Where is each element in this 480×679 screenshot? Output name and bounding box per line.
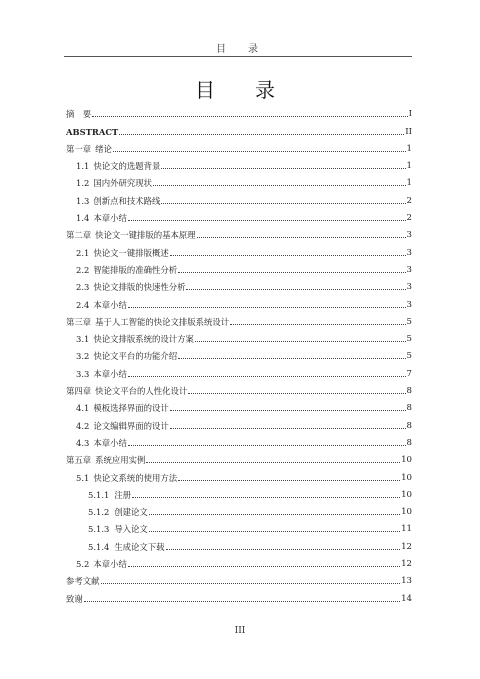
toc-entry-label bbox=[66, 386, 187, 396]
page-number: III bbox=[234, 626, 246, 636]
toc-entry-number: 1.1 bbox=[76, 161, 90, 172]
toc-dot-leader bbox=[195, 340, 406, 342]
toc-entry[interactable] bbox=[66, 431, 412, 448]
toc-entry[interactable] bbox=[66, 569, 412, 586]
toc-dot-leader bbox=[170, 427, 406, 429]
toc-entry[interactable] bbox=[66, 534, 412, 551]
toc-entry[interactable] bbox=[66, 448, 412, 465]
toc-entry-text: 基于人工智能的快论文排版系统设计 bbox=[95, 316, 230, 327]
toc-entry-page: 1 bbox=[406, 161, 412, 172]
toc-entry[interactable] bbox=[66, 206, 412, 223]
toc-dot-leader bbox=[84, 600, 400, 602]
toc-entry-page: 3 bbox=[406, 282, 412, 293]
toc-entry[interactable] bbox=[66, 552, 412, 569]
toc-entry-page: 3 bbox=[406, 247, 412, 258]
toc-entry-text: 快论文平台的功能介绍 bbox=[93, 351, 178, 362]
toc-entry-number: 1.4 bbox=[76, 213, 90, 224]
toc-entry[interactable] bbox=[66, 223, 412, 240]
running-header: 目 录 bbox=[216, 44, 264, 55]
toc-entry-label bbox=[76, 473, 177, 483]
toc-entry[interactable] bbox=[66, 171, 412, 188]
toc-entry-page: 3 bbox=[406, 299, 412, 310]
toc-entry-text: 创新点和技术路线 bbox=[93, 195, 161, 206]
toc-entry[interactable] bbox=[66, 379, 412, 396]
toc-entry-label bbox=[66, 109, 91, 119]
toc-entry-number: 5.1.1 bbox=[88, 489, 110, 500]
toc-entry-page: 2 bbox=[406, 213, 412, 224]
toc-entry-number: 第五章 bbox=[66, 455, 92, 466]
toc-entry-page: 8 bbox=[406, 420, 412, 431]
toc-dot-leader bbox=[178, 271, 405, 273]
toc-entry-label bbox=[66, 594, 83, 604]
toc-entry-text: 本章小结 bbox=[93, 368, 127, 379]
toc-entry-text: 本章小结 bbox=[93, 559, 127, 570]
toc-entry-number: 2.3 bbox=[76, 282, 90, 293]
toc-entry-number: 4.2 bbox=[76, 420, 90, 431]
table-of-contents bbox=[66, 102, 412, 604]
toc-entry-text: 本章小结 bbox=[93, 299, 127, 310]
toc-entry-text: 本章小结 bbox=[93, 437, 127, 448]
toc-entry-number: 1.2 bbox=[76, 178, 90, 189]
toc-entry-number: 2.1 bbox=[76, 247, 90, 258]
toc-entry-page: 12 bbox=[401, 541, 412, 552]
toc-dot-leader bbox=[128, 306, 406, 308]
toc-entry-label bbox=[76, 369, 127, 379]
toc-entry-page: 5 bbox=[406, 351, 412, 362]
toc-entry-label bbox=[76, 300, 127, 310]
toc-entry-label bbox=[66, 317, 229, 327]
toc-entry-page: 5 bbox=[406, 334, 412, 345]
toc-dot-leader bbox=[161, 202, 405, 204]
toc-entry-page: 12 bbox=[401, 559, 412, 570]
toc-entry-text: ABSTRACT bbox=[66, 126, 119, 137]
toc-dot-leader bbox=[132, 496, 400, 498]
toc-entry-page: 8 bbox=[406, 403, 412, 414]
toc-dot-leader bbox=[128, 565, 400, 567]
toc-entry[interactable] bbox=[66, 154, 412, 171]
toc-entry[interactable] bbox=[66, 292, 412, 309]
toc-entry-page: 1 bbox=[406, 143, 412, 154]
toc-entry-page: 2 bbox=[406, 195, 412, 206]
toc-entry-page: 8 bbox=[406, 386, 412, 397]
toc-entry-number: 1.3 bbox=[76, 195, 90, 206]
toc-entry-number: 第三章 bbox=[66, 316, 92, 327]
toc-dot-leader bbox=[119, 133, 404, 135]
toc-entry-label bbox=[76, 161, 160, 171]
toc-entry[interactable] bbox=[66, 188, 412, 205]
toc-entry-text: 快论文系统的使用方法 bbox=[93, 472, 178, 483]
toc-entry-label bbox=[76, 421, 169, 431]
toc-entry-label bbox=[88, 507, 148, 517]
toc-entry-text: 系统应用实例 bbox=[95, 455, 146, 466]
toc-entry[interactable] bbox=[66, 517, 412, 534]
toc-dot-leader bbox=[230, 323, 405, 325]
toc-entry-number: 3.3 bbox=[76, 368, 90, 379]
page-title: 目 录 bbox=[195, 78, 285, 102]
toc-entry-label bbox=[66, 144, 112, 154]
toc-entry-number: 第二章 bbox=[66, 230, 92, 241]
toc-entry[interactable] bbox=[66, 137, 412, 154]
toc-entry[interactable] bbox=[66, 413, 412, 430]
toc-entry-number: 3.2 bbox=[76, 351, 90, 362]
toc-entry-number: 4.3 bbox=[76, 437, 90, 448]
toc-entry-label bbox=[76, 559, 127, 569]
toc-entry[interactable] bbox=[66, 275, 412, 292]
toc-entry-text: 智能排版的准确性分析 bbox=[93, 264, 178, 275]
toc-entry-text: 摘 要 bbox=[66, 109, 92, 120]
toc-entry-label bbox=[88, 490, 131, 500]
toc-entry-number: 5.1 bbox=[76, 472, 90, 483]
toc-dot-leader bbox=[92, 115, 407, 117]
toc-entry-page: 3 bbox=[406, 264, 412, 275]
toc-entry-label bbox=[88, 524, 148, 534]
toc-entry-page: 13 bbox=[401, 576, 412, 587]
toc-entry-number: 第四章 bbox=[66, 386, 92, 397]
toc-entry-page: 1 bbox=[406, 178, 412, 189]
toc-entry-text: 模板选择界面的设计 bbox=[93, 403, 169, 414]
toc-entry-page: 5 bbox=[406, 316, 412, 327]
toc-entry-label bbox=[76, 438, 127, 448]
toc-dot-leader bbox=[178, 479, 400, 481]
toc-entry[interactable] bbox=[66, 310, 412, 327]
toc-entry-page: 14 bbox=[401, 593, 412, 604]
toc-entry-page: 11 bbox=[401, 524, 412, 535]
toc-entry-label bbox=[76, 334, 194, 344]
toc-dot-leader bbox=[149, 530, 400, 532]
toc-entry-page: 7 bbox=[406, 368, 412, 379]
toc-entry[interactable] bbox=[66, 258, 412, 275]
toc-entry-text: 论文编辑界面的设计 bbox=[93, 420, 169, 431]
toc-entry-text: 致谢 bbox=[66, 593, 83, 604]
toc-entry-page: II bbox=[405, 126, 412, 137]
toc-entry-label bbox=[76, 282, 185, 292]
toc-dot-leader bbox=[146, 461, 400, 463]
toc-entry-page: 10 bbox=[401, 489, 412, 500]
toc-entry-text: 本章小结 bbox=[93, 213, 127, 224]
toc-entry-number: 5.2 bbox=[76, 559, 90, 570]
toc-entry-number: 4.1 bbox=[76, 403, 90, 414]
toc-entry[interactable] bbox=[66, 396, 412, 413]
toc-entry-label bbox=[76, 265, 177, 275]
toc-dot-leader bbox=[149, 513, 400, 515]
toc-entry-number: 2.4 bbox=[76, 299, 90, 310]
toc-entry[interactable] bbox=[66, 327, 412, 344]
toc-entry[interactable] bbox=[66, 102, 412, 119]
toc-entry-page: 3 bbox=[406, 230, 412, 241]
toc-entry[interactable] bbox=[66, 361, 412, 378]
toc-entry-label bbox=[66, 127, 118, 137]
toc-entry[interactable] bbox=[66, 119, 412, 136]
toc-dot-leader bbox=[161, 167, 405, 169]
toc-entry-label bbox=[76, 178, 152, 188]
toc-entry-text: 快论文一键排版概述 bbox=[93, 247, 169, 258]
toc-entry-page: 10 bbox=[401, 507, 412, 518]
toc-entry-number: 2.2 bbox=[76, 264, 90, 275]
toc-entry-label bbox=[88, 542, 165, 552]
toc-entry-page: 10 bbox=[401, 455, 412, 466]
toc-entry-number: 5.1.4 bbox=[88, 541, 110, 552]
toc-entry-label bbox=[76, 351, 177, 361]
toc-dot-leader bbox=[170, 254, 406, 256]
toc-entry[interactable] bbox=[66, 500, 412, 517]
toc-entry[interactable] bbox=[66, 344, 412, 361]
toc-dot-leader bbox=[153, 184, 406, 186]
toc-dot-leader bbox=[101, 582, 401, 584]
toc-entry-text: 生成论文下载 bbox=[114, 541, 165, 552]
toc-entry-text: 快论文一键排版的基本原理 bbox=[95, 230, 196, 241]
toc-entry-number: 第一章 bbox=[66, 143, 92, 154]
toc-entry-label bbox=[66, 455, 145, 465]
toc-entry-text: 国内外研究现状 bbox=[93, 178, 152, 189]
toc-dot-leader bbox=[197, 236, 406, 238]
toc-dot-leader bbox=[128, 444, 406, 446]
toc-entry-page: 10 bbox=[401, 472, 412, 483]
header-rule bbox=[64, 56, 412, 57]
toc-entry-number: 5.1.2 bbox=[88, 507, 110, 518]
toc-entry-label bbox=[66, 230, 196, 240]
toc-entry-text: 快论文的选题背景 bbox=[93, 161, 161, 172]
toc-entry-page: 8 bbox=[406, 437, 412, 448]
toc-entry-label bbox=[76, 196, 160, 206]
toc-entry-number: 5.1.3 bbox=[88, 524, 110, 535]
toc-entry-number: 3.1 bbox=[76, 334, 90, 345]
toc-entry-label bbox=[76, 248, 169, 258]
toc-dot-leader bbox=[188, 392, 405, 394]
toc-dot-leader bbox=[186, 288, 405, 290]
toc-entry[interactable] bbox=[66, 240, 412, 257]
toc-entry-text: 注册 bbox=[114, 489, 132, 500]
toc-dot-leader bbox=[128, 375, 406, 377]
toc-entry-text: 绪论 bbox=[95, 143, 112, 154]
toc-entry-text: 快论文平台的人性化设计 bbox=[95, 386, 188, 397]
toc-entry-text: 导入论文 bbox=[114, 524, 148, 535]
toc-entry-text: 快论文排版系统的设计方案 bbox=[93, 334, 194, 345]
toc-dot-leader bbox=[178, 357, 405, 359]
toc-dot-leader bbox=[128, 219, 406, 221]
toc-entry[interactable] bbox=[66, 483, 412, 500]
toc-entry-page: I bbox=[408, 109, 412, 120]
toc-dot-leader bbox=[166, 548, 401, 550]
toc-entry-label bbox=[76, 213, 127, 223]
toc-entry[interactable] bbox=[66, 586, 412, 603]
toc-dot-leader bbox=[113, 150, 406, 152]
toc-dot-leader bbox=[170, 409, 406, 411]
toc-entry[interactable] bbox=[66, 465, 412, 482]
toc-entry-label bbox=[66, 576, 100, 586]
toc-entry-text: 参考文献 bbox=[66, 576, 100, 587]
toc-entry-label bbox=[76, 403, 169, 413]
toc-entry-text: 快论文排版的快速性分析 bbox=[93, 282, 186, 293]
toc-entry-text: 创建论文 bbox=[114, 507, 148, 518]
